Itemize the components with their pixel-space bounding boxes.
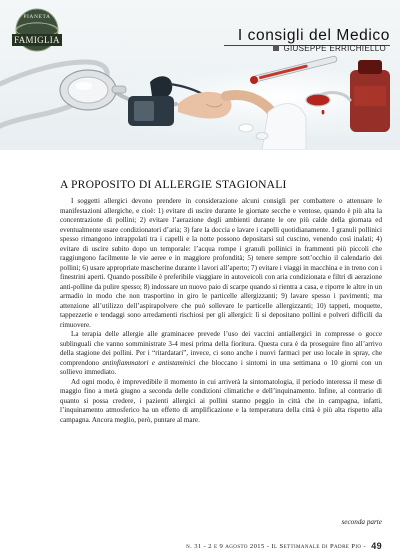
article-body bbox=[60, 197, 382, 425]
column-title: I consigli del Medico bbox=[237, 27, 390, 44]
header-banner bbox=[0, 0, 400, 150]
pianeta-famiglia-logo bbox=[8, 6, 66, 56]
footer-separator: - bbox=[363, 543, 367, 550]
page-footer bbox=[186, 541, 382, 551]
article-signoff: seconda parte bbox=[341, 518, 382, 526]
author-byline bbox=[273, 44, 386, 53]
author-name: GIUSEPPE ERRICHIELLO bbox=[283, 44, 386, 53]
paragraph-2-italic: antinfiammatori e antistaminici bbox=[102, 358, 196, 367]
issue-info: n. 31 - 2 e 9 agosto 2015 - bbox=[186, 543, 270, 550]
paragraph-2-text-a: La terapia delle allergie alle graminacee prevede l’uso dei vaccini antiallergici in compresse o gocce sublinguali che vanno somministrate 3-4 mesi prima della fioritura. Questa cura è da proseguire fino all’arrivo della stagione dei pollini. Per i “ritardatari”, invece, ci sono anche i nuovi farmaci per uso locale in spray, che comprendono bbox=[60, 330, 382, 367]
publication-name: Il Settimanale di Padre Pio bbox=[271, 543, 362, 550]
paragraph-2 bbox=[60, 330, 382, 378]
page-number: 49 bbox=[371, 541, 382, 551]
svg-text:PIANETA: PIANETA bbox=[23, 14, 51, 20]
paragraph-2-text-b: che bloccano i sintomi in una settimana o 10 giorni con un sollievo immediato. bbox=[60, 358, 383, 376]
svg-text:FAMIGLIA: FAMIGLIA bbox=[14, 35, 60, 45]
paragraph-3: Ad ogni modo, è imprevedibile il momento in cui arriverà la sintomatologia, il periodo interessa il mese di maggio fino a metà giugno a seconda delle condizioni climatiche e dell’inquinamento. Infine, al contrario di quanto si possa credere, i pazienti allergici ai pollini stanno peggio in città che in campagna, infatti, l’inquinamento atmosferico ha un effetto di amplificazione e la temperatura della città è più alta rispetto alla campagna. Ancora meglio, però, puntare al mare. bbox=[60, 377, 382, 424]
paragraph-1: I soggetti allergici devono prendere in considerazione alcuni consigli per combattere o attenuare le manifestazioni allergiche, e cioè: 1) evitare di uscire durante le giornate secche e ventose, quando è più alta la concentrazione di pollini; 2) evitare l’aerazione degli ambienti durante le ore più calde della giornata ed eventualmente usare condizionatori d’aria; 3) fare la doccia e lavare i capelli quotidianamente. I granuli pollinici spesso rimangono intrappolati tra i capelli e la notte possono depositarsi sul cuscino, venendo così inalati; 4) evitare di uscire subito dopo un temporale: l’acqua rompe i granuli pollinici in frammenti più piccoli che raggiungono facilmente le vie aeree e in maggiore profondità; 5) tenere sempre sott’occhio il calendario dei pollini; 6) usare appropriate mascherine durante i lavori all’aperto; 7) evitare i viaggi in macchina e in treno con i finestrini aperti. Quando possibile è preferibile viaggiare in autoveicoli con aria condizionata e filtri di aerazione anti-polline da pulire spesso; 8) indossare un nuovo paio di scarpe quando si rientra a casa, e riporre le altre in un armadio in modo che non trasportino in giro le particelle allergizzanti; 9) lavare spesso i pavimenti; ma attenzione all’utilizzo dell’aspirapolvere che può sollevare le particelle allergizzanti; 10) tappeti, moquette, tappezzerie e tendaggi sono arredamenti rischiosi per gli allergici: lì si depositano pollini e polveri difficili da rimuovere. bbox=[60, 197, 382, 329]
article-title: A PROPOSITO DI ALLERGIE STAGIONALI bbox=[60, 178, 287, 191]
bullet-square-icon bbox=[273, 45, 279, 51]
